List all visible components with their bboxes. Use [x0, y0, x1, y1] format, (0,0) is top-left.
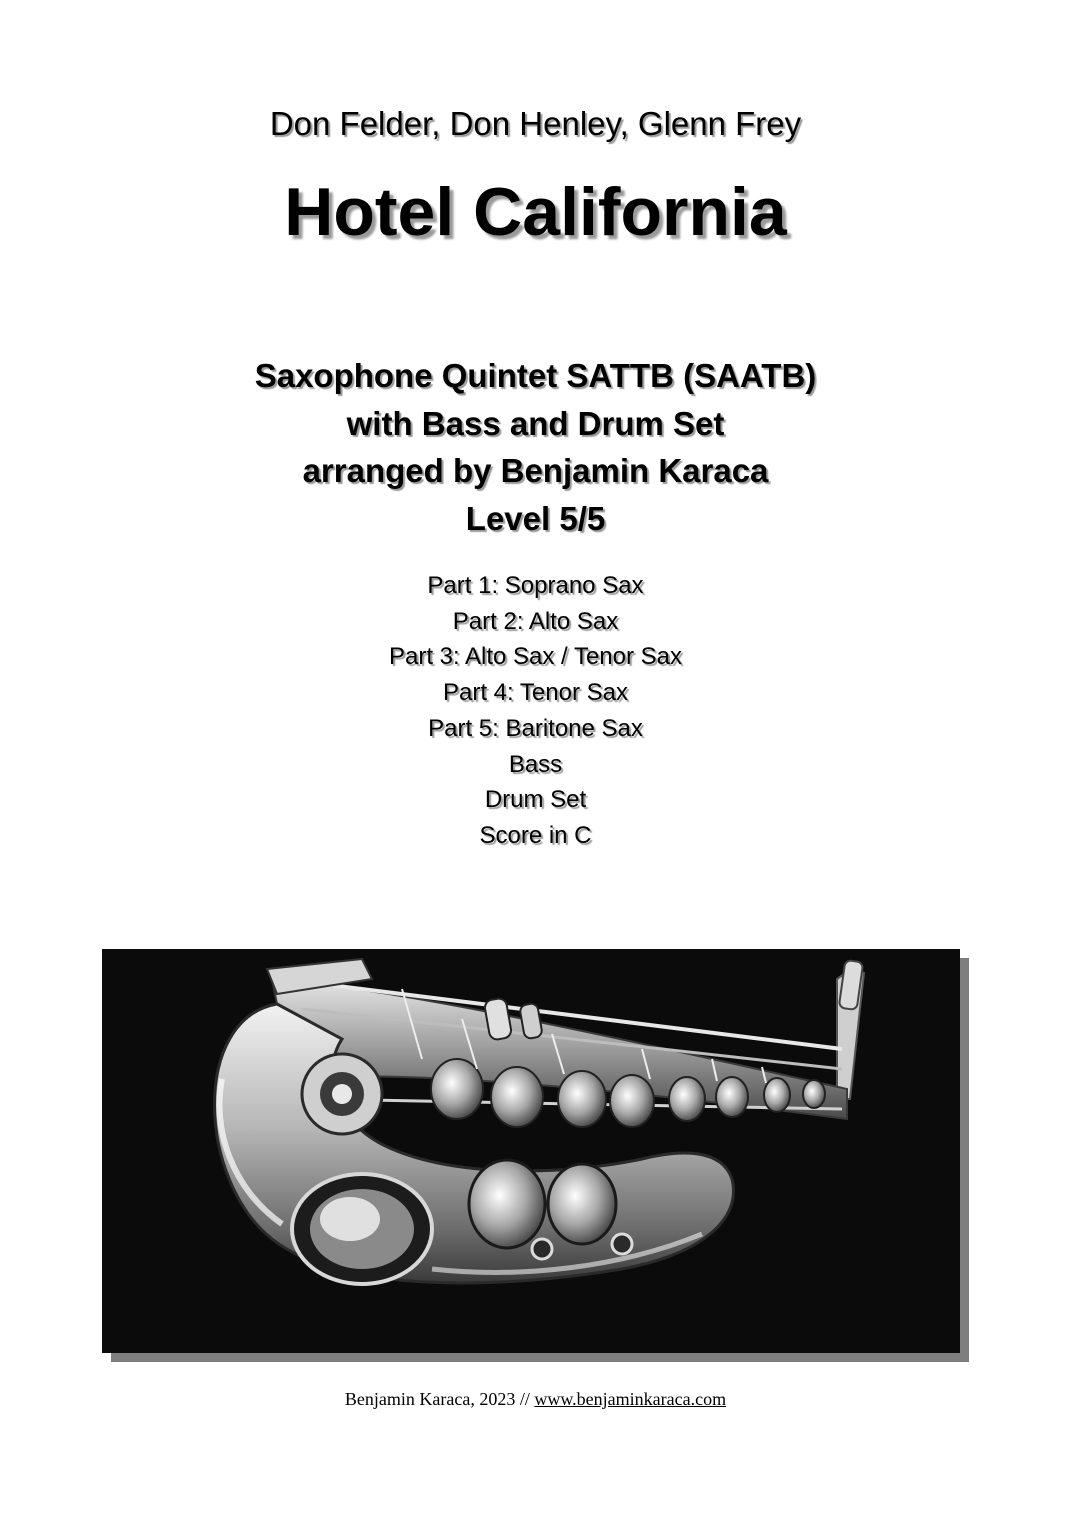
list-item: Part 3: Alto Sax / Tenor Sax	[388, 643, 683, 671]
list-item: Drum Set	[484, 786, 587, 814]
ensemble-line: Saxophone Quintet SATTB (SAATB)	[254, 357, 817, 394]
list-item: Part 4: Tenor Sax	[443, 679, 628, 707]
composers: Don Felder, Don Henley, Glenn Frey	[269, 105, 802, 142]
footer	[0, 1387, 1071, 1411]
parts-list	[0, 568, 1071, 854]
list-item: Part 2: Alto Sax	[452, 607, 619, 635]
saxophone-icon	[102, 949, 960, 1353]
level-line: Level 5/5	[465, 499, 606, 537]
list-item: Part 1: Soprano Sax	[427, 572, 644, 599]
artwork-panel	[102, 949, 960, 1353]
list-item: Part 5: Baritone Sax	[428, 714, 643, 742]
list-item: Bass	[508, 750, 563, 778]
arrangement-info	[0, 352, 1071, 542]
page-title: Hotel California	[284, 174, 787, 250]
copyright-text: Benjamin Karaca, 2023 //	[344, 1389, 535, 1409]
list-item: Score in C	[479, 821, 592, 849]
arranger-line: arranged by Benjamin Karaca	[302, 452, 769, 489]
website-link[interactable]: www.benjaminkaraca.com	[534, 1389, 727, 1409]
instrumentation-line: with Bass and Drum Set	[346, 404, 725, 442]
cover-artwork	[102, 949, 960, 1353]
